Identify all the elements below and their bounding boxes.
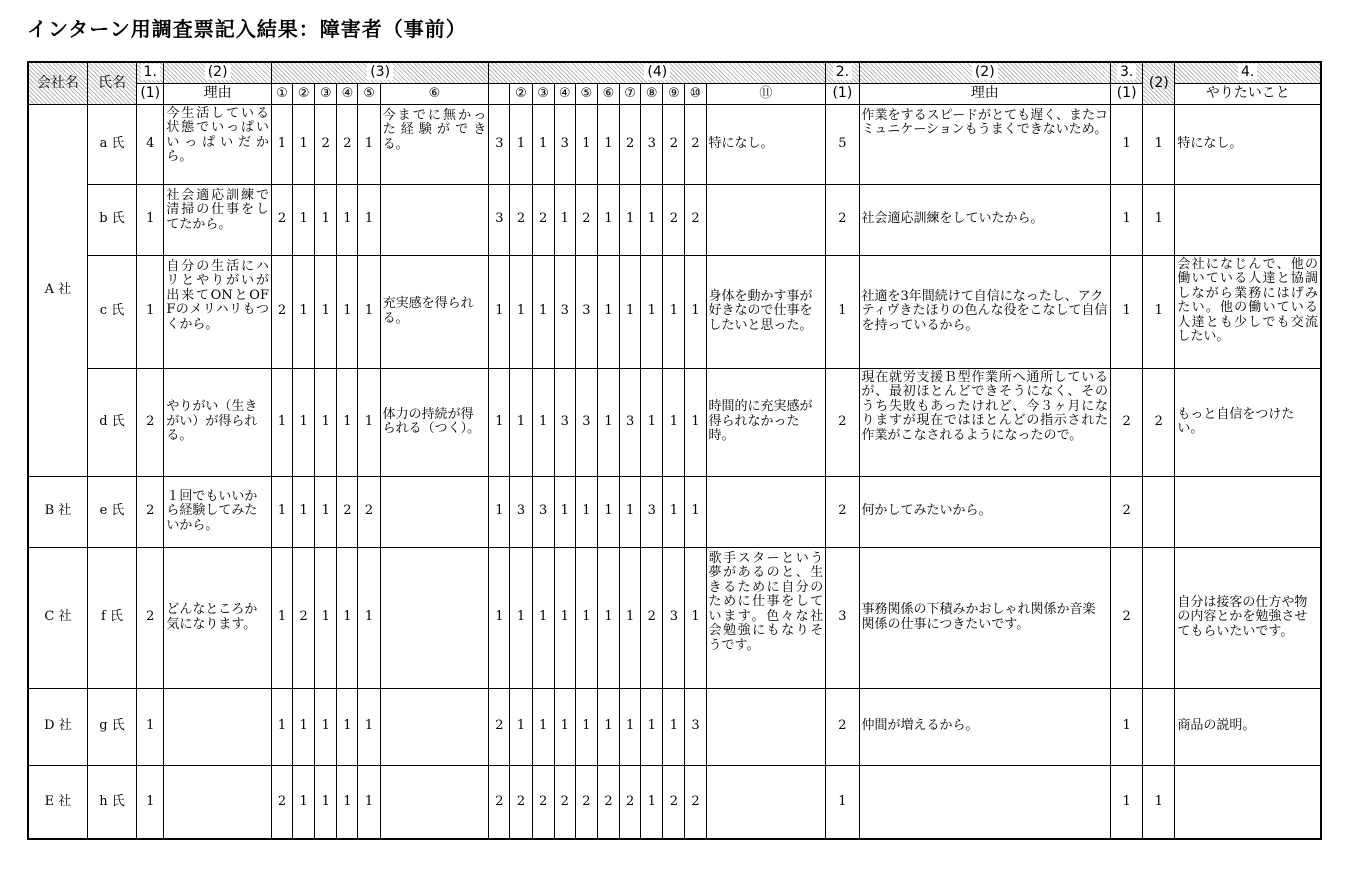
q2-reason-cell: 仲間が増えるから。: [859, 688, 1111, 765]
q2-1-cell: 3: [826, 547, 859, 688]
q3-1-cell: 2: [1111, 476, 1143, 547]
q2-reason-cell: [859, 765, 1111, 839]
q4-cell: 1: [597, 476, 619, 547]
q3-2-cell: [1143, 688, 1175, 765]
q4-cell: 1: [641, 368, 663, 476]
q2-reason-cell: 社適を3年間続けて自信になったし、アクティヴきたほりの色んな役をこなして自信を持っているから。: [859, 255, 1111, 368]
reason-cell: 自分の生活にハリとやりがいが出来てONとOFFのメリハリもつくから。: [164, 255, 272, 368]
q3-cell: 1: [315, 368, 337, 476]
header-c3-6: ⑥: [380, 83, 489, 104]
q3-cell: 1: [358, 368, 380, 476]
q4-cell: 3: [641, 476, 663, 547]
q4-cell: 2: [575, 765, 597, 839]
q3-1-cell: 2: [1111, 368, 1143, 476]
header-q1-4: (4): [489, 62, 826, 83]
table-row: [28, 184, 1321, 255]
header-c4-4: ④: [554, 83, 575, 104]
q4-cell: 3: [620, 368, 641, 476]
q3-cell: 1: [358, 104, 380, 184]
q3-cell: 1: [271, 368, 292, 476]
q3-cell: 1: [293, 688, 315, 765]
q4-cell: 1: [489, 547, 510, 688]
q4-cell: 1: [554, 688, 575, 765]
q4-cell: 2: [663, 765, 685, 839]
q4-11-cell: 身体を動かす事が好きなので仕事をしたいと思った。: [706, 255, 826, 368]
q4-cell: 2: [663, 184, 685, 255]
q3-6-cell: 充実感を得られる。: [380, 255, 489, 368]
header-q3-1: (1): [1111, 83, 1143, 104]
q2-1-cell: 2: [826, 476, 859, 547]
company-cell: C 社: [28, 547, 87, 688]
q3-1-cell: 1: [1111, 104, 1143, 184]
q2-1-cell: 5: [826, 104, 859, 184]
header-q3: 3.: [1111, 62, 1143, 83]
q4-cell: 1: [685, 255, 706, 368]
name-cell: h 氏: [87, 765, 136, 839]
q4-cell: 1: [663, 476, 685, 547]
q1-1-cell: 2: [137, 368, 164, 476]
q4-cell: 2: [510, 765, 532, 839]
name-cell: a 氏: [87, 104, 136, 184]
q3-cell: 1: [315, 547, 337, 688]
q3-cell: 1: [337, 368, 358, 476]
q4-cell: 2: [597, 765, 619, 839]
q4-cell: 1: [620, 184, 641, 255]
q4-cell: 1: [620, 688, 641, 765]
q4-11-cell: [706, 476, 826, 547]
q3-cell: 1: [358, 765, 380, 839]
company-cell: A 社: [28, 104, 87, 476]
q4-cell: 2: [532, 765, 554, 839]
q4-11-cell: [706, 765, 826, 839]
table-row: [28, 547, 1321, 688]
q2-reason-cell: 社会適応訓練をしていたから。: [859, 184, 1111, 255]
q3-cell: 1: [293, 368, 315, 476]
q4-cell: 1: [510, 547, 532, 688]
q2-1-cell: 2: [826, 688, 859, 765]
q4-cell: 1: [510, 255, 532, 368]
q3-cell: 1: [337, 688, 358, 765]
header-c4-9: ⑨: [663, 83, 685, 104]
q1-1-cell: 1: [137, 765, 164, 839]
header-c4-7: ⑦: [620, 83, 641, 104]
q3-cell: 2: [271, 765, 292, 839]
q4-cell: 2: [489, 765, 510, 839]
q4-cell: 1: [641, 688, 663, 765]
q4-cell: 2: [575, 184, 597, 255]
table-row: [28, 104, 1321, 184]
q3-cell: 2: [271, 184, 292, 255]
company-cell: E 社: [28, 765, 87, 839]
company-cell: D 社: [28, 688, 87, 765]
header-reason: 理由: [164, 83, 272, 104]
header-c3-3: ③: [315, 83, 337, 104]
table-row: [28, 368, 1321, 476]
page-title: インターン用調査票記入結果：障害者（事前）: [27, 17, 467, 41]
q4-cell: 1: [575, 104, 597, 184]
q4-cell: 1: [489, 368, 510, 476]
header-q2-2: (2): [859, 62, 1111, 83]
q4-cell: 1: [532, 547, 554, 688]
q1-1-cell: 2: [137, 476, 164, 547]
q4-cell: 1: [597, 368, 619, 476]
q4-11-cell: 歌手スターという夢があるのと、生きるために自分のために仕事をしています。色々な社会勉強にもなりそうです。: [706, 547, 826, 688]
q2-1-cell: 1: [826, 765, 859, 839]
q3-cell: 2: [271, 255, 292, 368]
table-header: [28, 62, 1321, 104]
q4-cell: 1: [489, 476, 510, 547]
q3-6-cell: [380, 184, 489, 255]
q3-cell: 1: [293, 765, 315, 839]
q3-cell: 1: [337, 547, 358, 688]
q3-cell: 1: [337, 184, 358, 255]
q4-cell: 3: [575, 368, 597, 476]
q2-reason-cell: 事務関係の下積みかおしゃれ関係か音楽関係の仕事につきたいです。: [859, 547, 1111, 688]
q4-11-cell: 時間的に充実感が得られなかった時。: [706, 368, 826, 476]
q4-cell: 2: [620, 765, 641, 839]
q4-cell: 3: [532, 476, 554, 547]
header-c4-10: ⑩: [685, 83, 706, 104]
q3-cell: 1: [358, 547, 380, 688]
q4-cell: 1: [620, 255, 641, 368]
q4-cell: 1: [532, 104, 554, 184]
q3-6-cell: 今までに無かった経験ができる。: [380, 104, 489, 184]
q3-6-cell: [380, 688, 489, 765]
q4-cell: 3: [554, 255, 575, 368]
q1-1-cell: 1: [137, 255, 164, 368]
q3-cell: 2: [337, 476, 358, 547]
q4-cell: 1: [685, 368, 706, 476]
q1-1-cell: 1: [137, 688, 164, 765]
q3-2-cell: 2: [1143, 368, 1175, 476]
q4-cell: 1: [575, 688, 597, 765]
q4-cell: 3: [685, 688, 706, 765]
table-row: [28, 688, 1321, 765]
q4-cell: 1: [641, 765, 663, 839]
q4-want-cell: もっと自信をつけたい。: [1175, 368, 1321, 476]
q4-cell: 1: [685, 476, 706, 547]
q3-cell: 1: [271, 104, 292, 184]
q3-cell: 2: [293, 547, 315, 688]
q4-cell: 2: [620, 104, 641, 184]
q3-1-cell: 1: [1111, 255, 1143, 368]
reason-cell: １回でもいいから経験してみたいから。: [164, 476, 272, 547]
q4-cell: 1: [597, 255, 619, 368]
q3-cell: 1: [358, 184, 380, 255]
q4-cell: 2: [554, 765, 575, 839]
q4-want-cell: 特になし。: [1175, 104, 1321, 184]
q3-6-cell: [380, 765, 489, 839]
q4-cell: 1: [620, 547, 641, 688]
q3-2-cell: 1: [1143, 255, 1175, 368]
q2-reason-cell: 作業をするスピードがとても遅く、またコミュニケーションもうまくできないため。: [859, 104, 1111, 184]
q3-cell: 2: [358, 476, 380, 547]
q4-cell: 1: [597, 184, 619, 255]
q4-want-cell: [1175, 476, 1321, 547]
q4-cell: 3: [575, 255, 597, 368]
q4-11-cell: 特になし。: [706, 104, 826, 184]
name-cell: d 氏: [87, 368, 136, 476]
q3-cell: 1: [271, 476, 292, 547]
q3-1-cell: 1: [1111, 688, 1143, 765]
q3-6-cell: [380, 476, 489, 547]
q4-cell: 1: [554, 547, 575, 688]
q3-cell: 2: [315, 104, 337, 184]
q3-cell: 1: [271, 688, 292, 765]
q4-cell: 2: [510, 184, 532, 255]
header-c4-6: ⑥: [597, 83, 619, 104]
q4-cell: 2: [489, 688, 510, 765]
header-q4: 4.: [1175, 62, 1321, 83]
q4-cell: 1: [620, 476, 641, 547]
q4-want-cell: [1175, 184, 1321, 255]
q4-cell: 1: [597, 104, 619, 184]
reason-cell: やりがい（生きがい）が得られる。: [164, 368, 272, 476]
q4-cell: 1: [532, 368, 554, 476]
q3-cell: 2: [337, 104, 358, 184]
header-q2: 2.: [826, 62, 859, 83]
name-cell: f 氏: [87, 547, 136, 688]
q3-cell: 1: [315, 476, 337, 547]
q4-cell: 1: [575, 547, 597, 688]
q4-cell: 1: [554, 476, 575, 547]
q4-cell: 1: [597, 547, 619, 688]
q3-cell: 1: [358, 255, 380, 368]
q4-cell: 1: [510, 104, 532, 184]
q4-cell: 2: [685, 104, 706, 184]
q4-cell: 1: [685, 547, 706, 688]
q3-cell: 1: [337, 765, 358, 839]
q3-cell: 1: [293, 255, 315, 368]
q3-cell: 1: [315, 184, 337, 255]
q2-1-cell: 1: [826, 255, 859, 368]
name-cell: b 氏: [87, 184, 136, 255]
q4-cell: 1: [489, 255, 510, 368]
header-c4-3: ③: [532, 83, 554, 104]
header-q3-2: (2): [1143, 62, 1175, 104]
q4-cell: 1: [554, 184, 575, 255]
q4-cell: 2: [532, 184, 554, 255]
q4-cell: 2: [641, 547, 663, 688]
reason-cell: [164, 688, 272, 765]
q3-cell: 1: [271, 547, 292, 688]
q4-cell: 2: [663, 104, 685, 184]
header-c4-11: ⑪: [706, 83, 826, 104]
header-c3-2: ②: [293, 83, 315, 104]
q4-want-cell: 商品の説明。: [1175, 688, 1321, 765]
header-c3-1: ①: [271, 83, 292, 104]
q3-cell: 1: [337, 255, 358, 368]
q4-want-cell: 会社になじんで、他の働いている人達と協調しながら業務にはげみたい。他の働いている人達とも少しでも交流したい。: [1175, 255, 1321, 368]
q4-11-cell: [706, 688, 826, 765]
q4-cell: 3: [663, 547, 685, 688]
reason-cell: 今生活している状態でいっぱいいっぱいだから。: [164, 104, 272, 184]
header-q1-1: (1): [137, 83, 164, 104]
reason-cell: どんなところか気になります。: [164, 547, 272, 688]
q4-cell: 1: [510, 688, 532, 765]
q2-reason-cell: 何かしてみたいから。: [859, 476, 1111, 547]
header-name: 氏名: [87, 62, 136, 104]
company-cell: B 社: [28, 476, 87, 547]
q4-cell: 3: [489, 184, 510, 255]
header-c4-5: ⑤: [575, 83, 597, 104]
q3-6-cell: [380, 547, 489, 688]
q4-cell: 1: [641, 255, 663, 368]
q2-1-cell: 2: [826, 368, 859, 476]
q3-2-cell: [1143, 547, 1175, 688]
header-c3-4: ④: [337, 83, 358, 104]
q4-cell: 3: [510, 476, 532, 547]
header-c3-5: ⑤: [358, 83, 380, 104]
header-q1: 1.: [137, 62, 164, 83]
header-q1-3: (3): [271, 62, 488, 83]
header-company: 会社名: [28, 62, 87, 104]
q1-1-cell: 2: [137, 547, 164, 688]
q4-cell: 3: [554, 104, 575, 184]
q4-cell: 1: [510, 368, 532, 476]
survey-results-table: [27, 61, 1322, 840]
header-q1-2: (2): [164, 62, 272, 83]
q4-cell: 3: [641, 104, 663, 184]
q3-cell: 1: [293, 184, 315, 255]
q2-1-cell: 2: [826, 184, 859, 255]
q4-cell: 1: [663, 255, 685, 368]
header-reason2: 理由: [859, 83, 1111, 104]
q3-1-cell: 1: [1111, 765, 1143, 839]
header-want: やりたいこと: [1175, 83, 1321, 104]
q4-cell: 1: [663, 368, 685, 476]
q3-2-cell: [1143, 476, 1175, 547]
q4-want-cell: 自分は接客の仕方や物の内容とかを勉強させてもらいたいです。: [1175, 547, 1321, 688]
q3-6-cell: 体力の持続が得られる（つく）。: [380, 368, 489, 476]
header-c4-2: ②: [510, 83, 532, 104]
q3-2-cell: 1: [1143, 765, 1175, 839]
header-c4-8: ⑧: [641, 83, 663, 104]
q1-1-cell: 4: [137, 104, 164, 184]
reason-cell: 社会適応訓練で清掃の仕事をしてたから。: [164, 184, 272, 255]
q3-cell: 1: [315, 765, 337, 839]
q3-cell: 1: [358, 688, 380, 765]
q4-cell: 3: [489, 104, 510, 184]
q3-1-cell: 2: [1111, 547, 1143, 688]
q3-cell: 1: [293, 476, 315, 547]
table-row: [28, 255, 1321, 368]
table-row: [28, 765, 1321, 839]
header-c4-1: [489, 83, 510, 104]
name-cell: c 氏: [87, 255, 136, 368]
q2-reason-cell: 現在就労支援Ｂ型作業所へ通所しているが、最初ほとんどできそうになく、そのうち失敗もあったけれど、今３ヶ月になりますが現在ではほとんどの指示された作業がこなされるようになったので。: [859, 368, 1111, 476]
header-q2-1: (1): [826, 83, 859, 104]
q4-cell: 1: [575, 476, 597, 547]
name-cell: g 氏: [87, 688, 136, 765]
table-row: [28, 476, 1321, 547]
q4-cell: 1: [532, 255, 554, 368]
q4-cell: 1: [663, 688, 685, 765]
name-cell: e 氏: [87, 476, 136, 547]
q3-cell: 1: [315, 688, 337, 765]
table-body: [28, 104, 1321, 839]
q1-1-cell: 1: [137, 184, 164, 255]
q3-cell: 1: [293, 104, 315, 184]
q3-cell: 1: [315, 255, 337, 368]
q4-cell: 2: [685, 184, 706, 255]
q3-1-cell: 1: [1111, 184, 1143, 255]
q4-cell: 2: [685, 765, 706, 839]
q4-cell: 1: [532, 688, 554, 765]
q4-cell: 1: [597, 688, 619, 765]
reason-cell: [164, 765, 272, 839]
q4-11-cell: [706, 184, 826, 255]
q4-cell: 1: [641, 184, 663, 255]
q4-cell: 3: [554, 368, 575, 476]
q3-2-cell: 1: [1143, 104, 1175, 184]
q3-2-cell: 1: [1143, 184, 1175, 255]
q4-want-cell: [1175, 765, 1321, 839]
